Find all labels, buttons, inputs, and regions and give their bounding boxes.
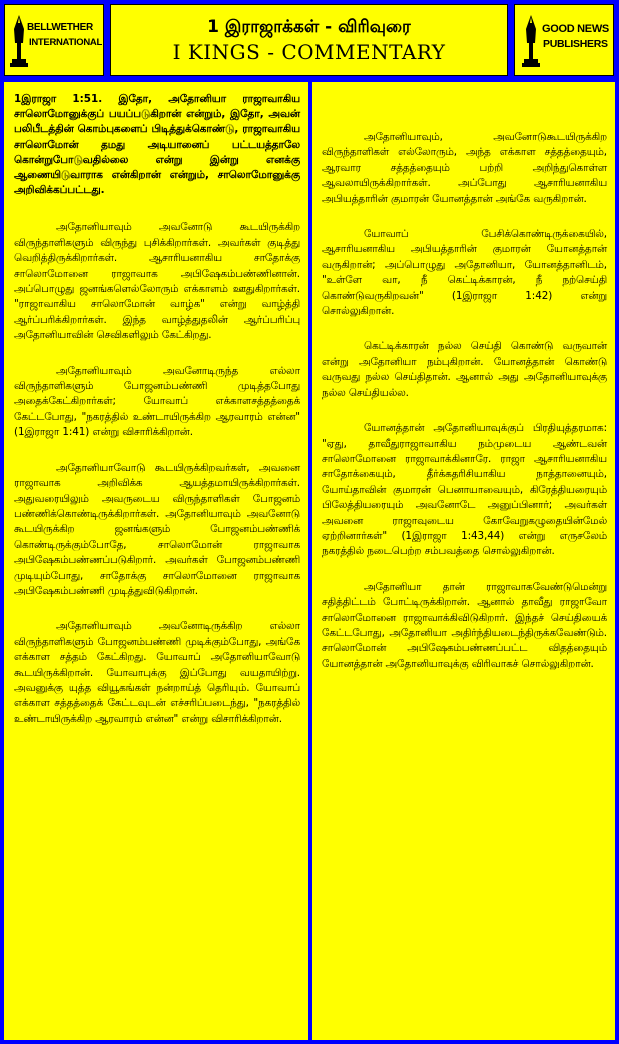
left-column [4, 82, 308, 1040]
right-paragraph-1: அதோனியாவும், அவனோடுகூடயிருக்கிற விருந்தாளிகள் எல்லோரும், அந்த எக்காள சத்தத்தையும், ஆரவார சத்தத்தையும் பற்றி அறிந்துகொள்ள ஆவலாயிருக்கிறார்கள். அப்போது ஆசாரியனாகிய அபியத்தாரின் குமாரன் யோனத்தான் அங்கே வருகிறான். [322, 131, 607, 205]
verse-lead: 1இராஜா 1:51. இதோ, அதோனியா ராஜாவாகிய சாலொமோனுக்குப் பயப்படுகிறான் என்றும், இதோ, அவன் பலிபீடத்தின் கொம்புகளைப் பிடித்துக்கொண்டு, ராஜாவாகிய சாலொமோன் தமது அடியானைப் பட்டயத்தாலே கொன்றுபோடுவதில்லை என்று இன்று எனக்கு ஆணையிடுவாராக என்கிறான் என்றும், சாலொமோனுக்கு அறிவிக்கப்பட்டது. [14, 93, 300, 197]
right-paragraph-3: கெட்டிக்காரன் நல்ல செய்தி கொண்டு வருவான் என்று அதோனியா நம்புகிறான். யோனத்தான் கொண்டு வருவது நல்ல செய்திதான். ஆனால் அது அதோனியாவுக்கு நல்ல செய்தியல்ல. [322, 340, 607, 399]
good-news-publishers-logo [514, 4, 614, 76]
left-paragraph-2: அதோனியாவும் அவனோடிருந்த எல்லா விருந்தாளிகளும் போஜனம்பண்ணி முடித்தபோது அதைக்கேட்கிறார்கள்; யோவாப் எக்காளசத்தத்தைக் கேட்டபோது, "நகரத்தில் உண்டாயிருக்கிற ஆரவாரம் என்ன" (1இராஜா 1:41) என்று விசாரிக்கிறான். [14, 364, 300, 439]
right-column [312, 82, 615, 1040]
left-paragraph-4: அதோனியாவும் அவனோடிருக்கிற எல்லா விருந்தாளிகளும் போஜனம்பண்ணி முடிக்கும்போது, அங்கே எக்காள சத்தம் கேட்கிறது. யோவாப் அதோனியாவோடு கூடயிருக்கிறான். யோவாபுக்கு இப்போது வயதாயிற்று. அவனுக்கு யுத்த வியூகங்கள் நன்றாய்த் தெரியும். யோவாப் எக்காள சத்தத்தைக் கேட்டவுடன் எச்சரிப்படைந்து, "நகரத்தில் உண்டாயிருக்கிற ஆரவாரம் என்ன" என்று விசாரிக்கிறான். [14, 620, 300, 725]
fountain-pen-icon [521, 13, 541, 69]
right-paragraph-4: யோனத்தான் அதோனியாவுக்குப் பிரதியுத்தரமாக: "ஏது, தாவீதுராஜாவாகிய நம்முடைய ஆண்டவன் சாலொமோனை ராஜாவாக்கினாரே. ராஜா ஆசாரியனாகிய சாதோக்கையும், தீர்க்கதரிசியாகிய நாத்தானையும், யோய்தாவின் குமாரன் பெனாயாவையும், கிரேத்தியரையும் பிலேத்தியரையும் அவனோடே அனுப்பினார்; அவர்கள் அவனை ராஜாவுடைய கோவேறுகழுதையின்மேல் ஏற்றினார்கள்" (1இராஜா 1:43,44) என்று எருசலேம் நகரத்தில் நடைபெற்ற சம்பவத்தை சொல்லுகிறான். [322, 422, 607, 558]
bellwether-logo [4, 4, 104, 76]
logo-left-line2: INTERNATIONAL [29, 37, 102, 48]
page-title-box [110, 4, 508, 76]
right-paragraph-2: யோவாப் பேசிக்கொண்டிருக்கையில், ஆசாரியனாகிய அபியத்தாரின் குமாரன் யோனத்தான் வருகிறான்; அப்பொழுது அதோனியா, யோனத்தானிடம், "உள்ளே வா, நீ கெட்டிக்காரன், நீ நற்செய்தி கொண்டுவருகிறவன்" (1இராஜா 1:42) என்று சொல்லுகிறான். [322, 228, 607, 318]
right-paragraph-5: அதோனியா தான் ராஜாவாகவேண்டுமென்று சதித்திட்டம் போட்டிருக்கிறான். ஆனால் தாவீது ராஜாவோ சாலொமோனை ராஜாவாக்கிவிடுகிறார். இந்தச் செய்தியைக் கேட்டபோது, அதோனியா அதிர்ந்தியடைந்திருக்கவேண்டும். சாலொமோன் அபிஷேகம்பண்ணப்பட்ட விதத்தையும் யோனத்தான் அதோனியாவுக்கு விரிவாகச் சொல்லுகிறான். [322, 580, 607, 670]
page-title-tamil: 1 இராஜாக்கள் - விரிவுரை [207, 17, 411, 37]
page-title-english: I KINGS - COMMENTARY [172, 40, 446, 64]
left-paragraph-1: அதோனியாவும் அவனோடு கூடயிருக்கிற விருந்தாளிகளும் விருந்து புசிக்கிறார்கள். அவர்கள் குடித்து வெறித்திருக்கிறார்கள். ஆசாரியனாகிய சாதோக்கு சாலொமோனை ராஜாவாக அபிஷேகம்பண்ணினான். அப்பொழுது ஜனங்களெல்லோரும் எக்காளம் ஊதுகிறார்கள். "ராஜாவாகிய சாலொமோன் வாழ்க" என்று வாழ்த்தி ஆர்ப்பரிக்கிறார்கள். இந்த வாழ்த்துதலின் ஆர்ப்பரிப்பு அதோனியாவின் செவிகளிலும் கேட்கிறது. [14, 221, 300, 342]
left-paragraph-3: அதோனியாவோடு கூடயிருக்கிறவர்கள், அவனை ராஜாவாக அறிவிக்க ஆயத்தமாயிருக்கிறார்கள். அதுவரையிலும் அவருடைய விருந்தாளிகள் போஜனம் பண்ணிக்கொண்டிருக்கிறார்கள். அதோனியாவும் அவனோடு கூடயிருக்கிற ஜனங்களும் போஜனம்பண்ணிக் கொண்டிருக்கும்போதே, சாலொமோன் ராஜாவாக அபிஷேகம்பண்ணப்படுகிறார். அவர்கள் போஜனம்பண்ணி முடியும்போது, சாதோக்கு சாலொமோனை ராஜாவாக அபிஷேகம்பண்ணி முடித்துவிடுகிறான். [14, 461, 300, 597]
logo-right-line1: GOOD NEWS [542, 23, 609, 35]
logo-right-line2: PUBLISHERS [543, 38, 608, 50]
fountain-pen-icon [9, 13, 29, 69]
logo-left-line1: BELLWETHER [27, 22, 93, 33]
